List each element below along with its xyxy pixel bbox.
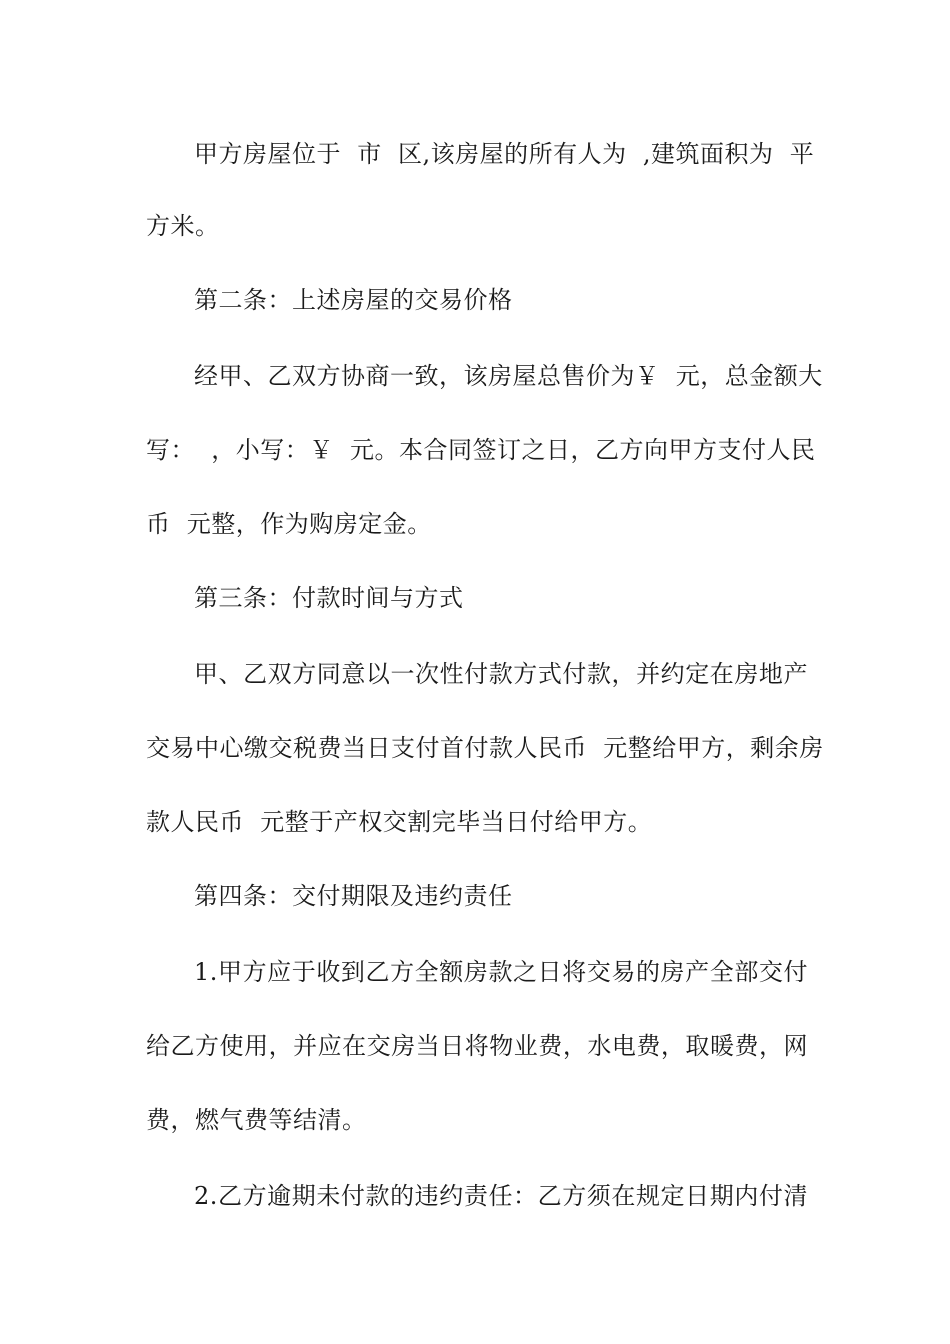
clause-2-line-1: 2.乙方逾期未付款的违约责任：乙方须在规定日期内付清 (194, 1182, 808, 1210)
paragraph-payment-line-2: 交易中心缴交税费当日支付首付款人民币 元整给甲方，剩余房 (146, 734, 824, 762)
paragraph-price-line-1: 经甲、乙双方协商一致，该房屋总售价为￥ 元，总金额大 (194, 362, 823, 390)
paragraph-property-location-line-2: 方米。 (146, 212, 220, 240)
clause-1-line-1: 1.甲方应于收到乙方全额房款之日将交易的房产全部交付 (194, 958, 808, 986)
article-3-heading: 第三条：付款时间与方式 (194, 584, 464, 612)
paragraph-payment-line-1: 甲、乙双方同意以一次性付款方式付款，并约定在房地产 (194, 660, 808, 688)
paragraph-price-line-2: 写： ，小写：￥ 元。本合同签订之日，乙方向甲方支付人民 (146, 436, 816, 464)
paragraph-price-line-3: 币 元整，作为购房定金。 (146, 510, 432, 538)
article-4-heading: 第四条：交付期限及违约责任 (194, 882, 513, 910)
paragraph-property-location-line-1: 甲方房屋位于 市 区,该房屋的所有人为 ,建筑面积为 平 (194, 140, 815, 168)
article-2-heading: 第二条：上述房屋的交易价格 (194, 286, 513, 314)
paragraph-payment-line-3: 款人民币 元整于产权交割完毕当日付给甲方。 (146, 808, 653, 836)
clause-1-line-3: 费，燃气费等结清。 (146, 1106, 367, 1134)
clause-1-line-2: 给乙方使用，并应在交房当日将物业费，水电费，取暖费，网 (146, 1032, 808, 1060)
